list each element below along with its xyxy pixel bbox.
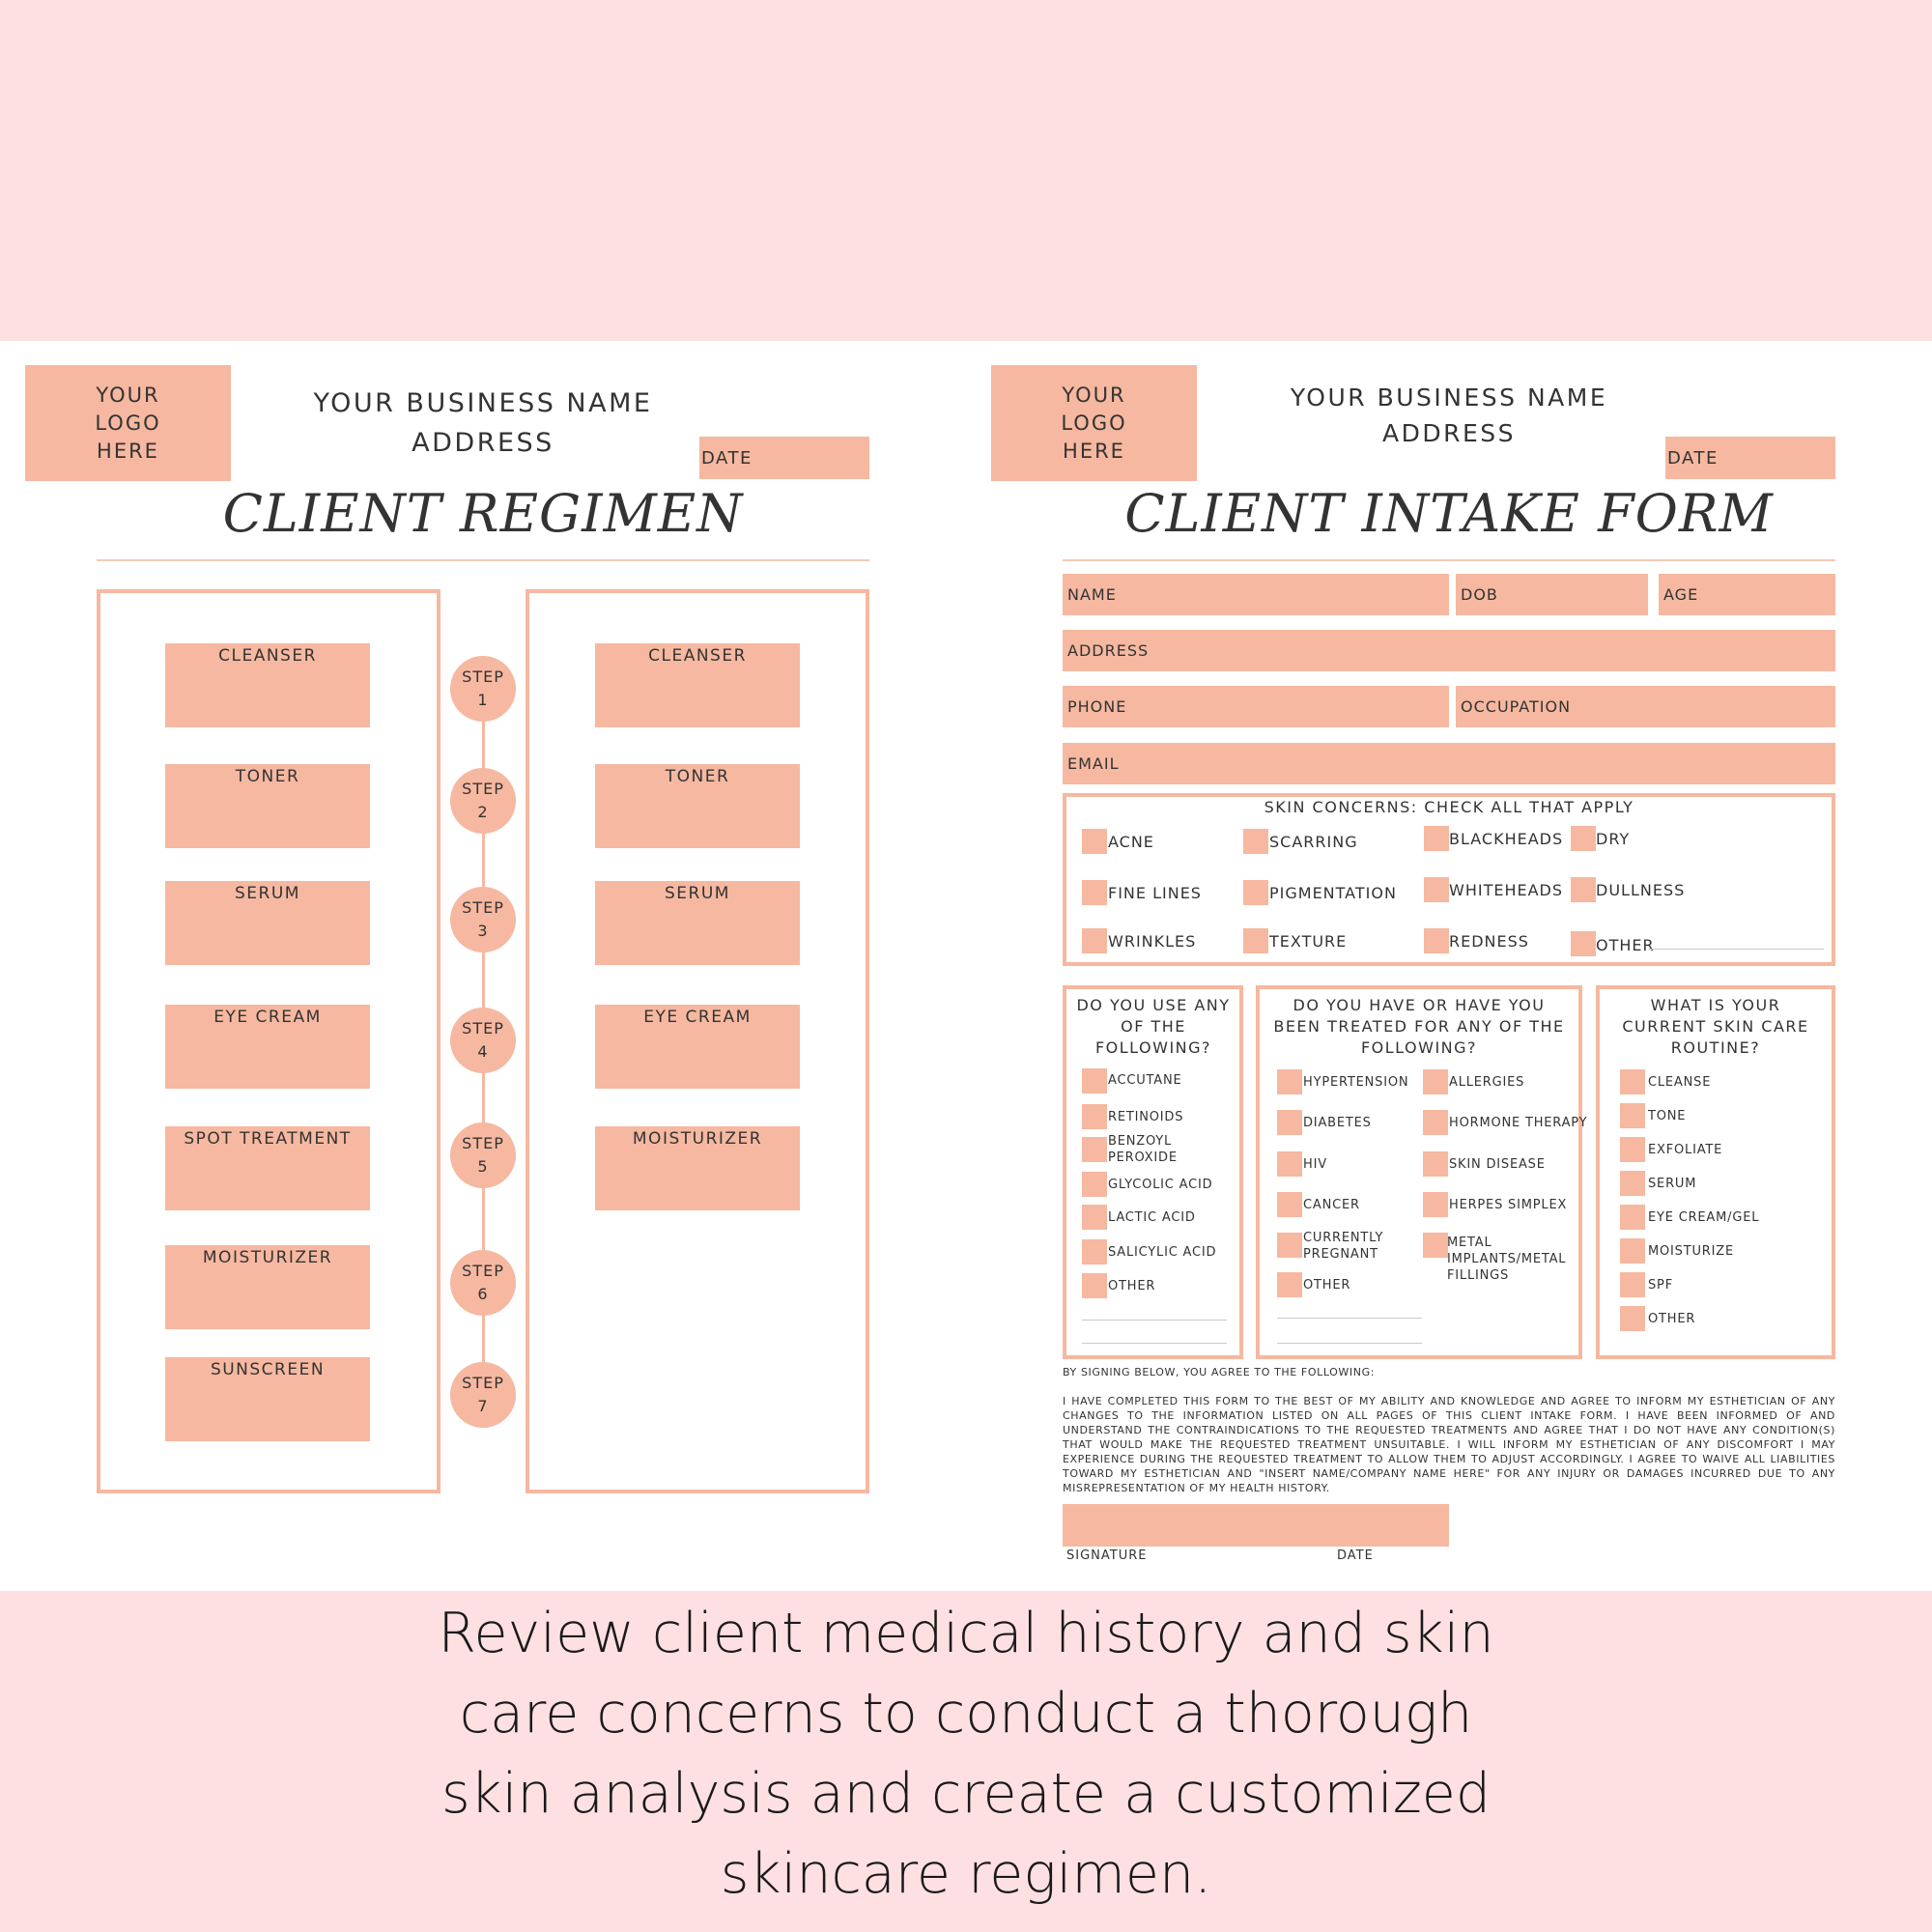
checkbox-label: SALICYLIC ACID — [1108, 1245, 1217, 1260]
regimen-a-item[interactable]: SERUM — [165, 881, 370, 965]
date-label: DATE — [1667, 448, 1719, 469]
step-badge: STEP 7 — [450, 1362, 516, 1428]
checkbox[interactable] — [1082, 880, 1107, 905]
checkbox[interactable] — [1277, 1272, 1302, 1297]
checkbox[interactable] — [1277, 1233, 1302, 1258]
date-field[interactable] — [1665, 437, 1835, 479]
checkbox[interactable] — [1082, 1205, 1107, 1230]
checkbox[interactable] — [1620, 1205, 1645, 1230]
checkbox-label: SCARRING — [1269, 833, 1358, 851]
name-field[interactable]: NAME — [1063, 574, 1449, 615]
checkbox[interactable] — [1620, 1238, 1645, 1264]
checkbox-label: PIGMENTATION — [1269, 884, 1397, 902]
checkbox-label: SPF — [1648, 1278, 1673, 1293]
checkbox[interactable] — [1424, 928, 1449, 953]
checkbox[interactable] — [1277, 1110, 1302, 1135]
checkbox[interactable] — [1277, 1069, 1302, 1094]
routine-heading: WHAT IS YOUR CURRENT SKIN CARE ROUTINE? — [1622, 996, 1809, 1057]
checkbox-label: EXFOLIATE — [1648, 1143, 1723, 1157]
checkbox[interactable] — [1620, 1306, 1645, 1331]
checkbox[interactable] — [1277, 1151, 1302, 1177]
checkbox[interactable] — [1082, 1137, 1107, 1162]
regimen-a-item[interactable]: SUNSCREEN — [165, 1357, 370, 1441]
page-title: CLIENT REGIMEN — [222, 483, 744, 544]
agreement-text: I HAVE COMPLETED THIS FORM TO THE BEST OF MY ABILITY AND KNOWLEDGE AND AGREE TO INFORM MY ESTHETICIAN OF ANY CHANGES TO THE INFORMATION LISTED ON ALL PAGES OF THIS CLIENT INTAKE FORM. I HAVE BEEN INFORMED OF AND UNDERSTAND THE CONTRAINDICATIONS TO THE REQUESTED TREATMENTS AND AGREE THAT I DO NOT HAVE ANY CONDITION(S) THAT WOULD MAKE THE REQUESTED TREATMENT UNSUITABLE. I WILL INFORM MY ESTHETICIAN OF ANY DISCOMFORT I MAY EXPERIENCE DURING THE REQUESTED TREATMENT TO ALLOW THEM TO ADJUST ACCORDINGLY. I AGREE TO WAIVE ALL LIABILITIES TOWARD MY ESTHETICIAN AND "INSERT NAME/COMPANY NAME HERE" FOR ANY INJURY OR DAMAGES INCURRED DUE TO ANY MISREPRESENTATION OF MY HEALTH HISTORY. — [1063, 1395, 1835, 1494]
checkbox[interactable] — [1082, 928, 1107, 953]
logo-placeholder: YOUR LOGO HERE — [991, 365, 1197, 481]
step-badge: STEP 2 — [450, 768, 516, 834]
regimen-b-item[interactable]: TONER — [595, 764, 800, 848]
other-write-in-line[interactable] — [1082, 1343, 1227, 1344]
regimen-b-item[interactable]: MOISTURIZER — [595, 1126, 800, 1210]
date-field[interactable] — [699, 437, 869, 479]
checkbox[interactable] — [1620, 1137, 1645, 1162]
checkbox-label: TONE — [1648, 1109, 1687, 1123]
checkbox[interactable] — [1424, 877, 1449, 902]
regimen-a-item[interactable]: CLEANSER — [165, 643, 370, 727]
checkbox-label: HIV — [1303, 1157, 1327, 1172]
checkbox-label: HYPERTENSION — [1303, 1075, 1409, 1090]
checkbox[interactable] — [1423, 1151, 1448, 1177]
address-field[interactable]: ADDRESS — [1063, 630, 1835, 671]
checkbox[interactable] — [1423, 1233, 1448, 1258]
checkbox[interactable] — [1243, 829, 1268, 854]
regimen-b-item[interactable]: SERUM — [595, 881, 800, 965]
business-name: YOUR BUSINESS NAME — [1290, 384, 1608, 412]
checkbox[interactable] — [1423, 1069, 1448, 1094]
checkbox[interactable] — [1082, 1068, 1107, 1094]
checkbox[interactable] — [1571, 931, 1596, 956]
checkbox-label: OTHER — [1303, 1278, 1351, 1293]
checkbox-label: WRINKLES — [1108, 932, 1197, 951]
step-badge: STEP 1 — [450, 656, 516, 722]
business-name: YOUR BUSINESS NAME — [313, 388, 653, 418]
business-address: ADDRESS — [412, 428, 554, 458]
phone-field[interactable]: PHONE — [1063, 686, 1449, 727]
checkbox-label: FINE LINES — [1108, 884, 1202, 902]
checkbox-label: BLACKHEADS — [1449, 830, 1564, 848]
date-label: DATE — [701, 448, 753, 469]
checkbox-label: OTHER — [1108, 1279, 1156, 1293]
checkbox[interactable] — [1423, 1192, 1448, 1217]
regimen-a-item[interactable]: TONER — [165, 764, 370, 848]
checkbox[interactable] — [1571, 877, 1596, 902]
checkbox[interactable] — [1620, 1069, 1645, 1094]
checkbox[interactable] — [1082, 1273, 1107, 1298]
regimen-a-item[interactable]: SPOT TREATMENT — [165, 1126, 370, 1210]
checkbox-label: HERPES SIMPLEX — [1449, 1198, 1568, 1212]
checkbox-label: DIABETES — [1303, 1116, 1372, 1130]
step-badge: STEP 4 — [450, 1008, 516, 1073]
products-used-heading: DO YOU USE ANY OF THE FOLLOWING? — [1076, 996, 1231, 1057]
checkbox-label: SERUM — [1648, 1177, 1697, 1191]
checkbox-label: OTHER — [1648, 1312, 1696, 1326]
conditions-heading: DO YOU HAVE OR HAVE YOU BEEN TREATED FOR ANY OF THE FOLLOWING? — [1273, 996, 1565, 1057]
step-badge: STEP 6 — [450, 1250, 516, 1316]
other-write-in-line[interactable] — [1648, 949, 1824, 950]
divider — [97, 559, 869, 561]
age-field[interactable]: AGE — [1659, 574, 1835, 615]
regimen-b-item[interactable]: CLEANSER — [595, 643, 800, 727]
step-badge: STEP 5 — [450, 1122, 516, 1188]
checkbox[interactable] — [1243, 928, 1268, 953]
checkbox[interactable] — [1571, 826, 1596, 851]
regimen-a-item[interactable]: EYE CREAM — [165, 1005, 370, 1089]
signature-field[interactable] — [1063, 1504, 1449, 1547]
business-address: ADDRESS — [1381, 419, 1516, 447]
other-write-in-line[interactable] — [1082, 1320, 1227, 1321]
checkbox[interactable] — [1620, 1103, 1645, 1128]
divider — [1063, 559, 1835, 561]
checkbox[interactable] — [1620, 1171, 1645, 1196]
checkbox[interactable] — [1082, 1172, 1107, 1197]
dob-field[interactable]: DOB — [1456, 574, 1648, 615]
checkbox-label: METAL IMPLANTS/METAL FILLINGS — [1447, 1236, 1567, 1283]
checkbox-label: WHITEHEADS — [1449, 881, 1564, 899]
caption-text: Review client medical history and skin care concerns to conduct a thorough skin analysis and create a customized skincare regimen. — [438, 1602, 1494, 1906]
checkbox-label: GLYCOLIC ACID — [1108, 1178, 1213, 1192]
checkbox-label: ACCUTANE — [1108, 1073, 1182, 1088]
checkbox-label: DRY — [1596, 830, 1631, 848]
checkbox-label: CANCER — [1303, 1198, 1360, 1212]
checkbox[interactable] — [1423, 1110, 1448, 1135]
checkbox-label: CURRENTLY PREGNANT — [1303, 1231, 1384, 1262]
page-title: CLIENT INTAKE FORM — [1124, 483, 1774, 544]
checkbox-label: SKIN DISEASE — [1449, 1157, 1546, 1172]
other-write-in-line[interactable] — [1277, 1318, 1422, 1319]
checkbox[interactable] — [1082, 1239, 1107, 1264]
checkbox-label: EYE CREAM/GEL — [1648, 1210, 1760, 1225]
checkbox-label: TEXTURE — [1269, 932, 1348, 951]
skin-concerns-heading: SKIN CONCERNS: CHECK ALL THAT APPLY — [1264, 798, 1634, 816]
regimen-a-item[interactable]: MOISTURIZER — [165, 1245, 370, 1329]
checkbox-label: LACTIC ACID — [1108, 1210, 1196, 1225]
checkbox-label: MOISTURIZE — [1648, 1244, 1734, 1259]
checkbox-label: OTHER — [1596, 936, 1655, 954]
other-write-in-line[interactable] — [1277, 1343, 1422, 1344]
agreement-heading: BY SIGNING BELOW, YOU AGREE TO THE FOLLOWING: — [1063, 1366, 1376, 1378]
checkbox-label: ALLERGIES — [1449, 1075, 1525, 1090]
checkbox-label: RETINOIDS — [1108, 1110, 1184, 1124]
checkbox[interactable] — [1082, 829, 1107, 854]
logo-placeholder: YOUR LOGO HERE — [25, 365, 231, 481]
checkbox[interactable] — [1082, 1104, 1107, 1129]
checkbox[interactable] — [1424, 826, 1449, 851]
checkbox[interactable] — [1277, 1192, 1302, 1217]
checkbox[interactable] — [1243, 880, 1268, 905]
regimen-b-item[interactable]: EYE CREAM — [595, 1005, 800, 1089]
signature-date-label: DATE — [1337, 1548, 1374, 1563]
checkbox-label: DULLNESS — [1596, 881, 1686, 899]
checkbox-label: CLEANSE — [1648, 1075, 1712, 1090]
checkbox[interactable] — [1620, 1272, 1645, 1297]
email-field[interactable]: EMAIL — [1063, 743, 1835, 784]
occupation-field[interactable]: OCCUPATION — [1456, 686, 1835, 727]
checkbox-label: ACNE — [1108, 833, 1154, 851]
checkbox-label: HORMONE THERAPY — [1449, 1116, 1588, 1130]
signature-label: SIGNATURE — [1066, 1548, 1148, 1563]
checkbox-label: REDNESS — [1449, 932, 1529, 951]
step-badge: STEP 3 — [450, 887, 516, 952]
checkbox-label: BENZOYL PEROXIDE — [1108, 1134, 1178, 1165]
